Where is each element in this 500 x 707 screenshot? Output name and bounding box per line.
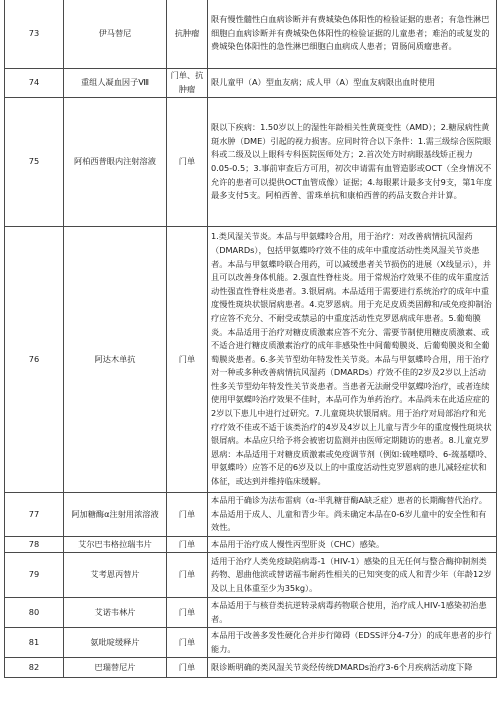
drug-name: 巴瑞替尼片 xyxy=(64,658,167,678)
drug-indication: 本品用于确诊为法布雷病（α-半乳糖苷酶A缺乏症）患者的长期酶替代治疗。本品适用于成人、儿童和青少年。尚未确定本品在0-6岁儿童中的安全性和有效性。 xyxy=(208,493,497,537)
row-number: 76 xyxy=(5,227,64,493)
drug-category: 抗肿瘤 xyxy=(167,0,208,69)
row-number: 79 xyxy=(5,553,64,598)
drug-indication: 限有慢性髓性白血病诊断并有费城染色体阳性的检验证据的患者；有急性淋巴细胞白血病诊断并有费城染色体阳性的检验证据的儿童患者；难治的或复发的费城染色体阳性的急性淋巴细胞白血病成人患者；胃肠间质瘤患者。 xyxy=(208,0,497,69)
drug-name: 阿加糖酶α注射用浓溶液 xyxy=(64,493,167,537)
table-row xyxy=(5,0,497,69)
drug-name: 艾诺韦林片 xyxy=(64,598,167,628)
table-row xyxy=(5,598,497,628)
row-number: 74 xyxy=(5,69,64,98)
drug-indication: 本品适用于与核苷类抗逆转录病毒药物联合使用，治疗成人HIV-1感染初治患者。 xyxy=(208,598,497,628)
drug-indication: 本品用于改善多发性硬化合并步行障碍（EDSS评分4-7分）的成年患者的步行能力。 xyxy=(208,628,497,658)
drug-category: 门单 xyxy=(167,628,208,658)
drug-indication: 限诊断明确的类风湿关节炎经传统DMARDs治疗3-6个月疾病活动度下降 xyxy=(208,658,497,678)
drug-name: 氨吡啶缓释片 xyxy=(64,628,167,658)
table-row xyxy=(5,98,497,227)
drug-name: 艾尔巴韦格拉瑞韦片 xyxy=(64,537,167,553)
table-row xyxy=(5,553,497,598)
drug-name: 重组人凝血因子Ⅷ xyxy=(64,69,167,98)
drug-category: 门单 xyxy=(167,227,208,493)
drug-category: 门单 xyxy=(167,553,208,598)
drug-name: 阿柏西普眼内注射溶液 xyxy=(64,98,167,227)
row-number: 82 xyxy=(5,658,64,678)
drug-indication: 1.类风湿关节炎。本品与甲氨蝶呤合用，用于治疗：对改善病情抗风湿药（DMARDs），包括甲氨蝶呤疗效不佳的成年中重度活动性类风湿关节炎患者。本品与甲氨蝶呤联合用药，可以减缓患者关节损伤的进展（X线显示），并且可以改善身体机能。2.强直性脊柱炎。用于常规治疗效果不佳的成年重度活动性强直性脊柱炎患者。3.银屑病。本品适用于需要进行系统治疗的成年中重度慢性斑块状银屑病患者。4.克罗恩病。用于充足皮质类固醇和/或免疫抑制治疗应答不充分、不耐受或禁忌的中重度活动性克罗恩病成年患者。5.葡萄膜炎。本品适用于治疗对糖皮质激素应答不充分、需要节制使用糖皮质激素、或不适合进行糖皮质激素治疗的成年非感染性中间葡萄膜炎、后葡萄膜炎和全葡萄膜炎患者。6.多关节型幼年特发性关节炎。本品与甲氨蝶呤合用，用于治疗对一种或多种改善病情抗风湿药（DMARDs）疗效不佳的2岁及2岁以上活动性多关节型幼年特发性关节炎患者。当患者无法耐受甲氨蝶呤治疗，或者连续使用甲氨蝶呤治疗效果不佳时，本品可作为单药治疗。本品尚未在此适应症的2岁以下患儿中进行过研究。7.儿童斑块状银屑病。用于治疗对局部治疗和光疗疗效不佳或不适于该类治疗的4岁及4岁以上儿童与青少年的重度慢性斑块状银屑病。本品应只给予将会被密切监测并由医师定期随访的患者。8.儿童克罗恩病：本品适用于对糖皮质激素或免疫调节剂（例如:硫唑嘌呤、6-巯基嘌呤、甲氨蝶呤）应答不足的6岁及以上的中重度活动性克罗恩病的患儿减轻症状和体征，或达到并维持临床缓解。 xyxy=(208,227,497,493)
row-number: 78 xyxy=(5,537,64,553)
drug-name: 艾考恩丙替片 xyxy=(64,553,167,598)
drug-category: 门单 xyxy=(167,98,208,227)
drug-category: 门单、抗肿瘤 xyxy=(167,69,208,98)
table-row xyxy=(5,537,497,553)
table-row xyxy=(5,493,497,537)
drug-category: 门单 xyxy=(167,658,208,678)
drug-category: 门单 xyxy=(167,493,208,537)
drug-indication: 限儿童甲（A）型血友病；成人甲（A）型血友病限出血时使用 xyxy=(208,69,497,98)
row-number: 77 xyxy=(5,493,64,537)
table-row xyxy=(5,658,497,678)
row-number: 80 xyxy=(5,598,64,628)
row-number: 81 xyxy=(5,628,64,658)
drug-name: 阿达木单抗 xyxy=(64,227,167,493)
table-row xyxy=(5,69,497,98)
drug-category: 门单 xyxy=(167,598,208,628)
drug-list-table xyxy=(4,0,497,678)
drug-name: 伊马替尼 xyxy=(64,0,167,69)
drug-indication: 限以下疾病：1.50岁以上的湿性年龄相关性黄斑变性（AMD）；2.糖尿病性黄斑水肿（DME）引起的视力损害。应同时符合以下条件：1.需三级综合医院眼科或二级及以上眼科专科医院医师处方；2.首次处方时病眼基线矫正视力0.05-0.5；3.事前审查后方可用，初次申请需有血管造影或OCT（全身情况不允许的患者可以提供OCT血管成像）证据；4.每眼累计最多支付9支，第1年度最多支付5支。阿柏西普、雷珠单抗和康柏西普的药品支数合并计算。 xyxy=(208,98,497,227)
row-number: 75 xyxy=(5,98,64,227)
table-row xyxy=(5,628,497,658)
drug-indication: 本品用于治疗成人慢性丙型肝炎（CHC）感染。 xyxy=(208,537,497,553)
table-row xyxy=(5,227,497,493)
drug-category: 门单 xyxy=(167,537,208,553)
drug-indication: 适用于治疗人类免疫缺陷病毒-1（HIV-1）感染的且无任何与整合酶抑制剂类药物、恩曲他滨或替诺福韦耐药性相关的已知突变的成人和青少年（年龄12岁及以上且体重至少为35kg）。 xyxy=(208,553,497,598)
row-number: 73 xyxy=(5,0,64,69)
